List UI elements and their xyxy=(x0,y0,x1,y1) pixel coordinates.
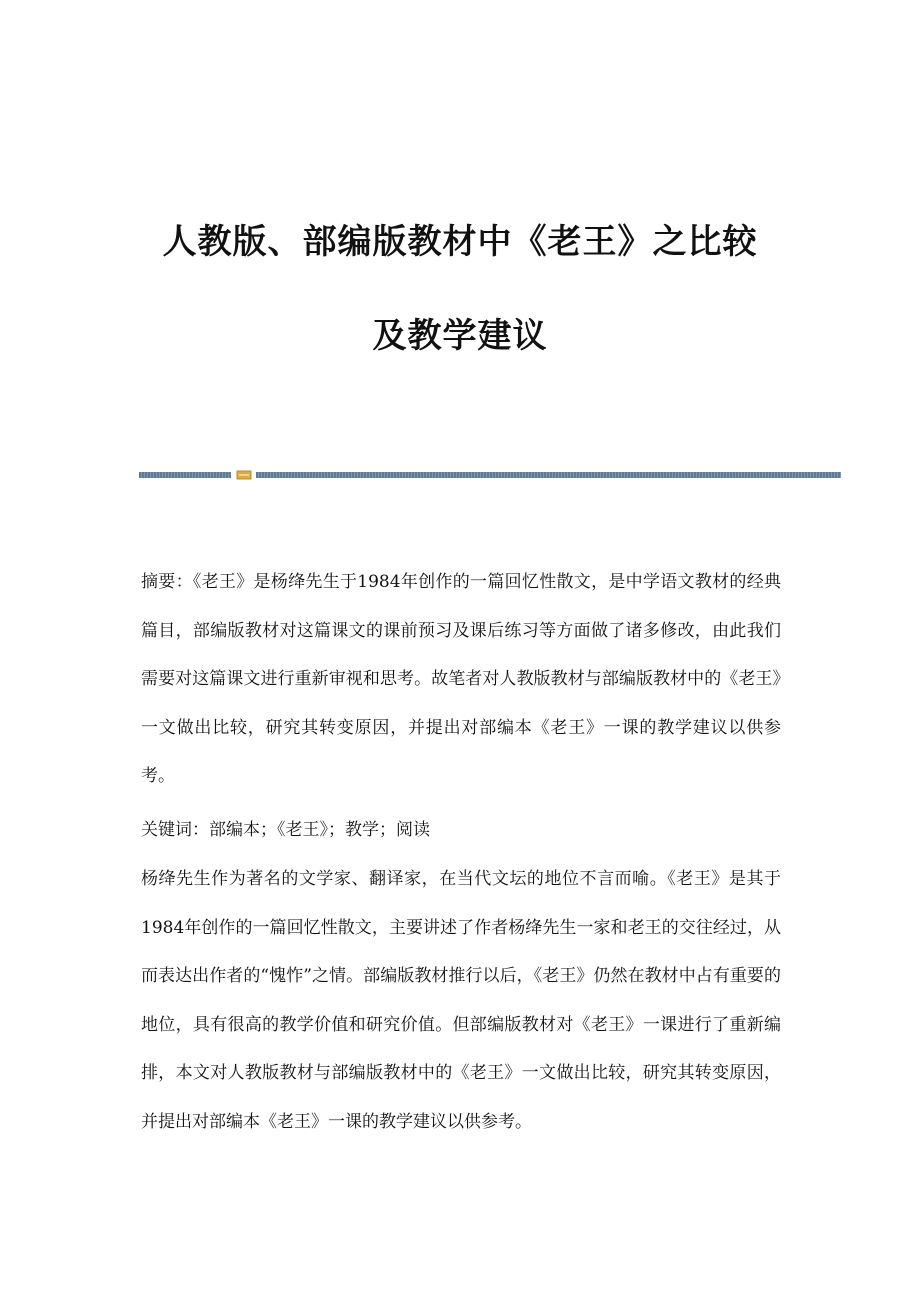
divider-bar-right xyxy=(256,472,841,478)
document-title-line-1: 人教版、部编版教材中《老王》之比较 xyxy=(162,222,758,262)
intro-paragraph: 杨绛先生作为著名的文学家、翻译家，在当代文坛的地位不言而喻。《老王》是其于1984年创作的一篇回忆性散文，主要讲述了作者杨绛先生一家和老王的交往经过，从而表达出作者的“愧怍”之情。部编版教材推行以后，《老王》仍然在教材中占有重要的地位，具有很高的教学价值和研究价值。但部编版教材对《老王》一课进行了重新编排，本文对人教版教材与部编版教材中的《老王》一文做出比较，研究其转变原因，并提出对部编本《老王》一课的教学建议以供参考。 xyxy=(141,869,781,1132)
keywords-line: 关键词：部编本；《老王》；教学；阅读 xyxy=(141,820,430,840)
ornament-icon xyxy=(236,469,252,481)
document-title-line-2: 及教学建议 xyxy=(372,316,548,356)
abstract-paragraph: 摘要：《老王》是杨绛先生于1984年创作的一篇回忆性散文，是中学语文教材的经典篇目，部编版教材对这篇课文的课前预习及课后练习等方面做了诸多修改，由此我们需要对这篇课文进行重新审视和思考。故笔者对人教版教材与部编版教材中的《老王》一文做出比较，研究其转变原因，并提出对部编本《老王》一课的教学建议以供参考。 xyxy=(141,572,781,787)
title-divider xyxy=(139,470,841,480)
divider-bar-left xyxy=(139,472,231,478)
